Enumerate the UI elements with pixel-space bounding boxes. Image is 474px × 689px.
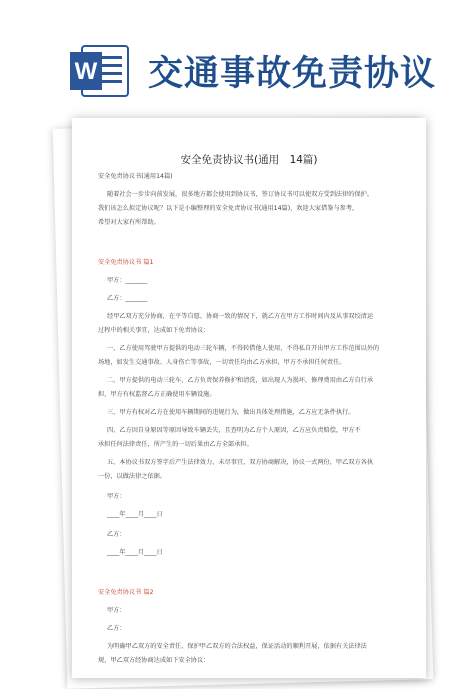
section-heading: 安全免责协议书 篇1 [98, 259, 154, 266]
svg-text:W: W [74, 58, 98, 85]
party-a-line: 甲方：_______ [107, 277, 148, 284]
document-page [72, 118, 426, 678]
section-heading: 安全免责协议书 篇2 [98, 589, 154, 596]
word-doc-icon [68, 44, 130, 98]
intro-line: 希望对大家有所帮助。 [98, 219, 160, 226]
clause-line: 四、乙方因自身原因等原因导致车辆丢失，且查明为乙方个人原因，乙方应负责赔偿，甲方不 [107, 427, 361, 434]
clause-line: 一、乙方使用驾驶甲方提供的电动三轮车辆，不得转借他人使用，不得私自开出甲方工作范围以外的 [107, 345, 380, 352]
clause-line: 过程中的相关事宜，达成如下免责协议： [98, 327, 210, 334]
banner-title: 交通事故免责协议 [148, 54, 437, 94]
date-b: ____年____月____日 [107, 549, 163, 556]
clause-line: 为明确甲乙双方的安全责任，保护甲乙双方的合法权益，保证活动的顺利开展，依据有关法律法 [107, 643, 367, 650]
document-title: 安全免责协议书(通用 14篇) [180, 154, 318, 166]
clause-line: 一份，以做法律之依据。 [98, 473, 167, 480]
clause-line: 五、本协议书双方签字后产生法律效力，未尽事宜，双方协商解决，协议一式两份，甲乙双方各执 [107, 459, 374, 466]
clause-line: 二、甲方提供的电动三轮车，乙方负责保养修护和清洗，如出现人为损坏，修理费用由乙方自行承 [107, 377, 374, 384]
clause-line: 经甲乙双方充分协商，在平等自愿、协商一致的情况下，就乙方在甲方工作时间内及从事双绞清运 [107, 313, 374, 320]
clause-line: 规，甲乙双方经协商达成如下安全协议： [98, 657, 210, 664]
party-b-line: 乙方： [107, 625, 126, 632]
clause-line: 三、甲方有权对乙方在使用车辆期间的违规行为，做出具体处理措施，乙方应无条件执行。 [107, 409, 355, 416]
intro-line: 随着社会一步步向前发展，很多地方都会使用到协议书，签订协议书可以使双方受到法律的保护。 [107, 191, 374, 198]
signature-b: 乙方： [107, 531, 126, 538]
clause-line: 承担任何法律责任，所产生的一切后果由乙方全部承担。 [98, 441, 253, 448]
banner-header [0, 0, 474, 118]
signature-a: 甲方： [107, 493, 126, 500]
intro-line: 我们该怎么拟定协议呢？以下是小编整理的安全免责协议书(通用14篇)，欢迎大家借鉴与参考， [98, 205, 359, 212]
document-subtitle: 安全免责协议书(通用14篇) [98, 173, 173, 180]
clause-line: 担，甲方有权监督乙方正确使用车辆设施。 [98, 391, 216, 398]
party-a-line: 甲方： [107, 607, 126, 614]
clause-line: 场地，如发生交通事故、人身伤亡等事故，一切责任均由乙方承担，甲方不承担任何责任。 [98, 359, 346, 366]
party-b-line: 乙方：_______ [107, 295, 148, 302]
date-a: ____年____月____日 [107, 511, 163, 518]
